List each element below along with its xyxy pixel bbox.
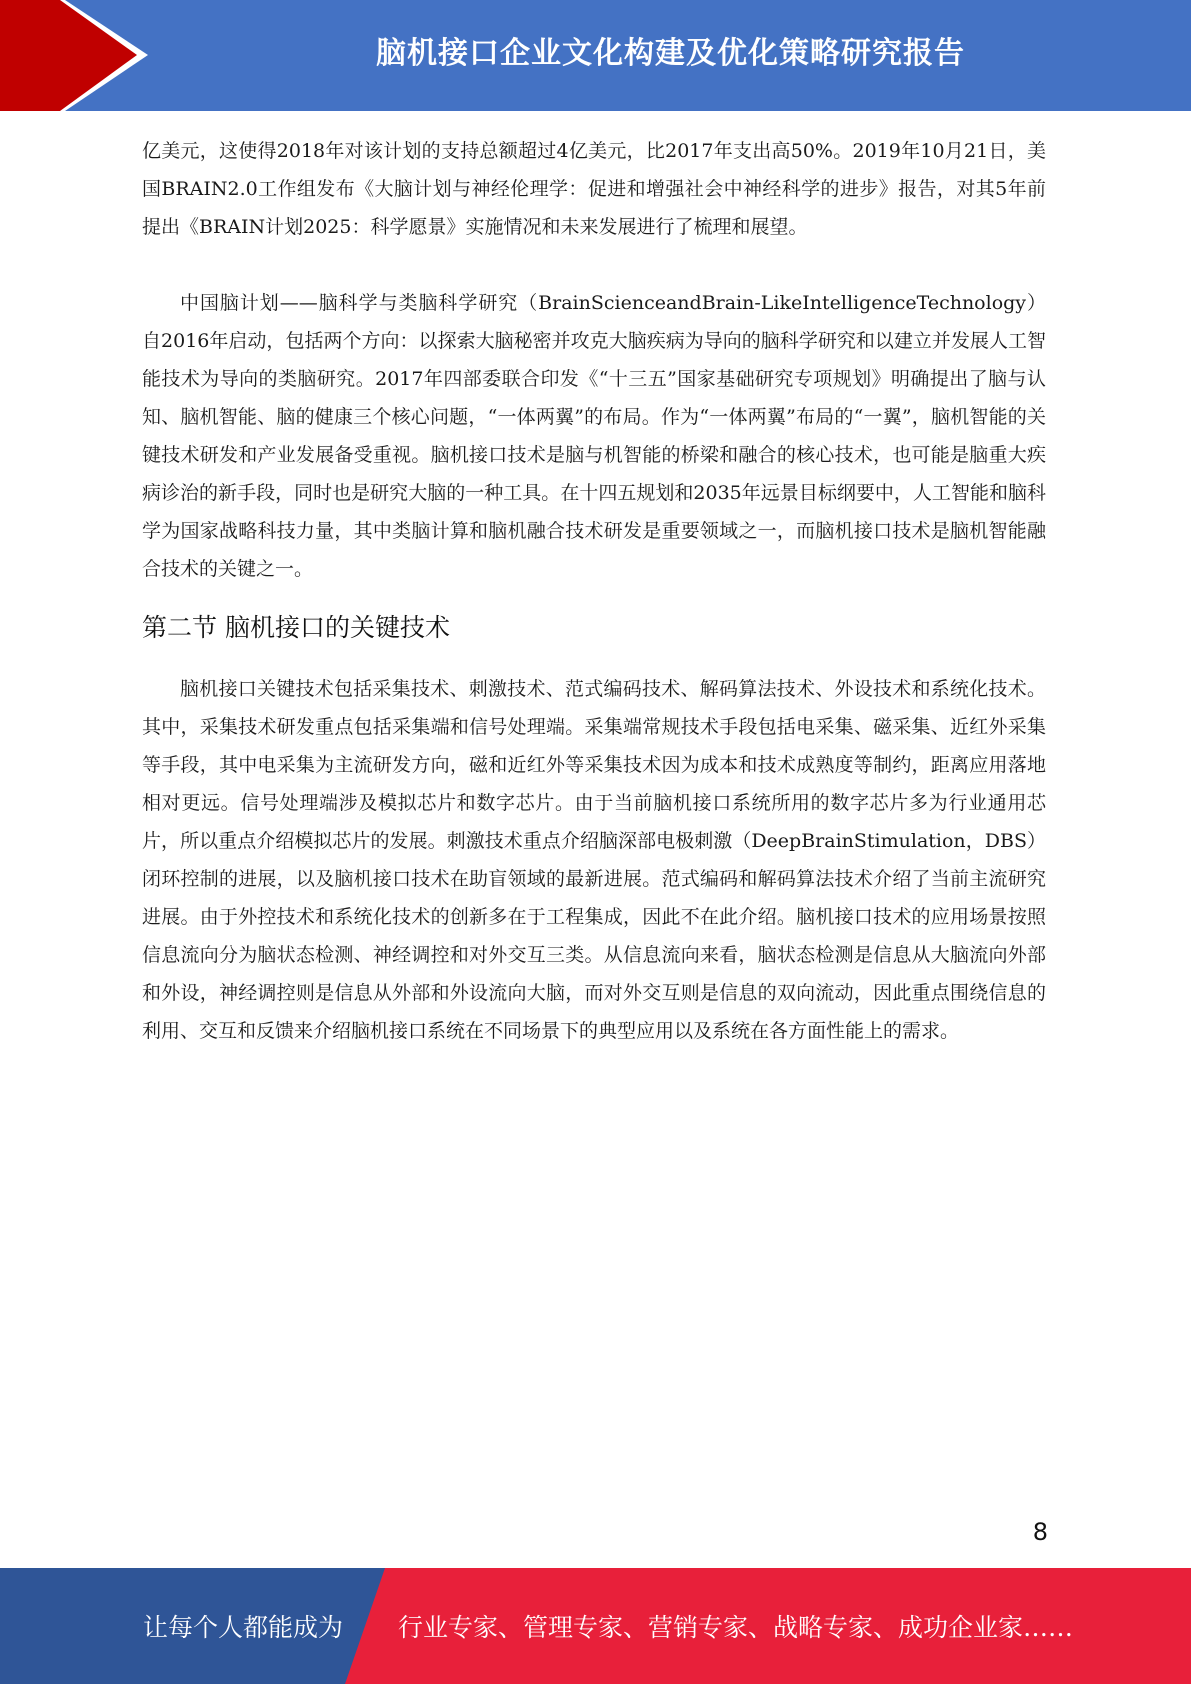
footer-slogan-left: 让每个人都能成为 bbox=[143, 1613, 344, 1642]
page-header bbox=[0, 0, 1191, 111]
paragraph-key-technologies: 脑机接口关键技术包括采集技术、刺激技术、范式编码技术、解码算法技术、外设技术和系统化技术。其中，采集技术研发重点包括采集端和信号处理端。采集端常规技术手段包括电采集、磁采集、近红外采集等手段，其中电采集为主流研发方向，磁和近红外等采集技术因为成本和技术成熟度等制约，距离应用落地相对更远。信号处理端涉及模拟芯片和数字芯片。由于当前脑机接口系统所用的数字芯片多为行业通用芯片，所以重点介绍模拟芯片的发展。刺激技术重点介绍脑深部电极刺激（DeepBrainStimulation，DBS）闭环控制的进展，以及脑机接口技术在助盲领域的最新进展。范式编码和解码算法技术介绍了当前主流研究进展。由于外控技术和系统化技术的创新多在于工程集成，因此不在此介绍。脑机接口技术的应用场景按照信息流向分为脑状态检测、神经调控和对外交互三类。从信息流向来看，脑状态检测是信息从大脑流向外部和外设，神经调控则是信息从外部和外设流向大脑，而对外交互则是信息的双向流动，因此重点围绕信息的利用、交互和反馈来介绍脑机接口系统在不同场景下的典型应用以及系统在各方面性能上的需求。 bbox=[142, 678, 1046, 1042]
paragraph-china-brain-project: 中国脑计划——脑科学与类脑科学研究（BrainScienceandBrain-LikeIntelligenceTechnology）自2016年启动，包括两个方向：以探索大脑秘密并攻克大脑疾病为导向的脑科学研究和以建立并发展人工智能技术为导向的类脑研究。2017年四部委联合印发《“十三五”国家基础研究专项规划》明确提出了脑与认知、脑机智能、脑的健康三个核心问题，“一体两翼”的布局。作为“一体两翼”布局的“一翼”，脑机智能的关键技术研发和产业发展备受重视。脑机接口技术是脑与机智能的桥梁和融合的核心技术，也可能是脑重大疾病诊治的新手段，同时也是研究大脑的一种工具。在十四五规划和2035年远景目标纲要中，人工智能和脑科学为国家战略科技力量，其中类脑计算和脑机融合技术研发是重要领域之一，而脑机接口技术是脑机智能融合技术的关键之一。 bbox=[142, 292, 1046, 580]
paragraph-brain-initiative-funding: 亿美元，这使得2018年对该计划的支持总额超过4亿美元，比2017年支出高50%。2019年10月21日，美国BRAIN2.0工作组发布《大脑计划与神经伦理学：促进和增强社会中神经科学的进步》报告，对其5年前提出《BRAIN计划2025：科学愿景》实施情况和未来发展进行了梳理和展望。 bbox=[142, 140, 1046, 238]
page-number: 8 bbox=[1032, 1518, 1048, 1546]
section-heading: 第二节 脑机接口的关键技术 bbox=[142, 613, 450, 642]
page-footer bbox=[0, 1568, 1191, 1684]
header-title: 脑机接口企业文化构建及优化策略研究报告 bbox=[376, 36, 965, 71]
footer-slogan-right: 行业专家、管理专家、营销专家、战略专家、成功企业家…… bbox=[398, 1613, 1074, 1642]
document-body bbox=[142, 132, 1046, 1050]
